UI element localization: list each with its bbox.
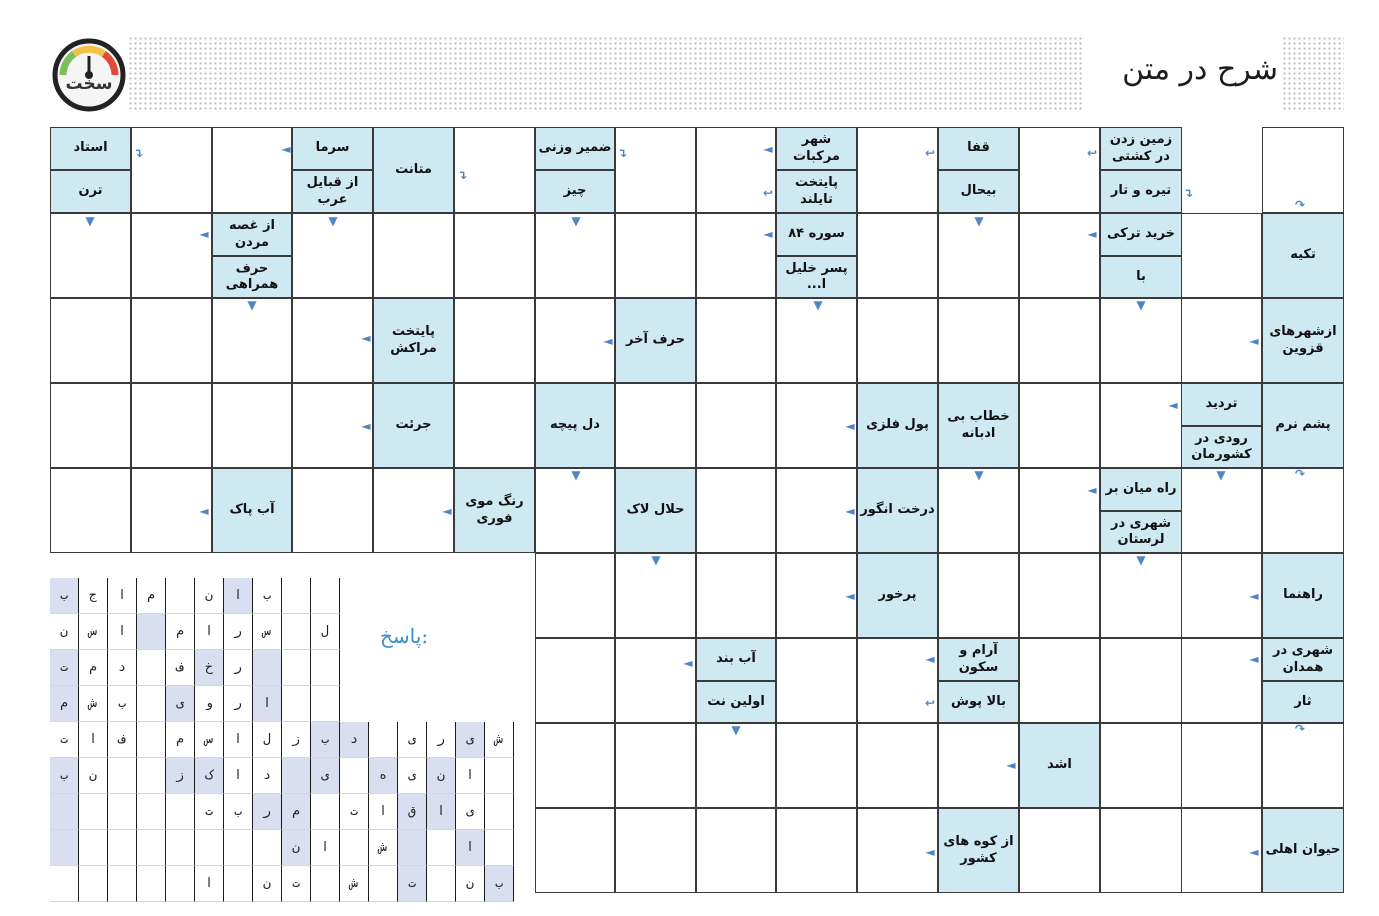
solution-cell xyxy=(137,614,166,650)
solution-cell xyxy=(282,758,311,794)
solution-cell xyxy=(369,722,398,758)
arrow-down-icon: ▼ xyxy=(731,723,741,737)
grid-cell[interactable] xyxy=(696,127,776,213)
arrow-left-icon: ◄ xyxy=(281,142,291,156)
clue-cell: جرئت xyxy=(373,383,454,468)
solution-cell xyxy=(282,578,311,614)
solution-cell: ی xyxy=(456,722,485,758)
solution-cell: م xyxy=(79,650,108,686)
grid-cell[interactable] xyxy=(615,808,696,893)
solution-cell: ر xyxy=(427,722,456,758)
clue-cell: سرما xyxy=(292,127,373,170)
clue-cell: راه میان بر xyxy=(1100,468,1182,511)
grid-cell[interactable] xyxy=(615,383,696,468)
solution-cell xyxy=(137,866,166,902)
clue-cell: از کوه های کشور xyxy=(938,808,1019,893)
clue-cell: پشم نرم xyxy=(1262,383,1344,468)
solution-cell: ق xyxy=(398,794,427,830)
clue-cell: از قبایل عرب xyxy=(292,170,373,213)
grid-cell[interactable] xyxy=(50,298,131,383)
grid-cell[interactable] xyxy=(535,723,615,808)
solution-cell xyxy=(398,830,427,866)
solution-cell: ه xyxy=(369,758,398,794)
grid-cell[interactable] xyxy=(131,298,212,383)
solution-cell xyxy=(108,830,137,866)
grid-cell[interactable] xyxy=(1019,298,1100,383)
grid-cell[interactable] xyxy=(292,468,373,553)
solution-cell: ز xyxy=(282,722,311,758)
arrow-down-icon: ▼ xyxy=(571,468,581,482)
header-dot-strip xyxy=(128,36,1083,110)
solution-cell: ی xyxy=(166,686,195,722)
solution-cell xyxy=(311,866,340,902)
clue-cell: بیحال xyxy=(938,170,1019,213)
solution-cell xyxy=(369,866,398,902)
solution-cell: س xyxy=(79,614,108,650)
clue-cell: حرف همراهی xyxy=(212,256,292,298)
solution-cell xyxy=(108,794,137,830)
solution-cell xyxy=(340,830,369,866)
solution-cell: ل xyxy=(253,722,282,758)
arrow-down-icon: ▼ xyxy=(1216,468,1226,482)
clue-cell: پایتخت تایلند xyxy=(776,170,857,213)
solution-cell xyxy=(485,758,514,794)
solution-cell: ش xyxy=(79,686,108,722)
grid-cell[interactable] xyxy=(454,213,535,298)
clue-cell: دل پیچه xyxy=(535,383,615,468)
solution-cell: ز xyxy=(166,758,195,794)
grid-cell[interactable] xyxy=(776,638,857,723)
solution-cell: ر xyxy=(253,794,282,830)
solution-cell: ب xyxy=(50,758,79,794)
grid-cell[interactable] xyxy=(1019,468,1100,553)
grid-cell[interactable] xyxy=(535,553,615,638)
arrow-down-icon: ↷ xyxy=(1294,467,1306,481)
solution-cell xyxy=(166,830,195,866)
solution-cell: ن xyxy=(50,614,79,650)
clue-cell: رودی در کشورمان xyxy=(1181,426,1262,468)
solution-cell: ل xyxy=(311,614,340,650)
solution-cell xyxy=(224,866,253,902)
clue-cell: با xyxy=(1100,256,1182,298)
solution-cell: ک xyxy=(195,758,224,794)
grid-cell[interactable] xyxy=(373,213,454,298)
solution-cell: ن xyxy=(195,578,224,614)
arrow-down-icon: ↷ xyxy=(1294,198,1306,212)
arrow-left-icon: ◄ xyxy=(603,334,613,348)
arrow-right-icon: ↴ xyxy=(616,146,628,160)
solution-cell: ب xyxy=(224,794,253,830)
solution-cell xyxy=(253,650,282,686)
solution-cell: ر xyxy=(224,650,253,686)
clue-cell: تردید xyxy=(1181,383,1262,426)
arrow-down-icon: ▼ xyxy=(651,553,661,567)
solution-cell: ا xyxy=(108,614,137,650)
solution-cell xyxy=(79,794,108,830)
solution-cell xyxy=(137,722,166,758)
grid-cell[interactable] xyxy=(1019,127,1100,213)
arrow-down-icon: ▼ xyxy=(247,298,257,312)
clue-cell: زمین زدن در کشتی xyxy=(1100,127,1182,170)
solution-cell: ت xyxy=(50,722,79,758)
grid-cell[interactable] xyxy=(535,808,615,893)
grid-cell[interactable] xyxy=(454,298,535,383)
solution-cell xyxy=(282,686,311,722)
header-dot-strip-right xyxy=(1282,36,1344,110)
solution-cell xyxy=(340,758,369,794)
clue-cell: ضمیر وزنی xyxy=(535,127,615,170)
grid-cell[interactable] xyxy=(857,723,938,808)
solution-cell: ی xyxy=(311,758,340,794)
clue-cell: آب پاک xyxy=(212,468,292,553)
arrow-down-icon: ↷ xyxy=(1294,722,1306,736)
solution-cell: و xyxy=(195,686,224,722)
solution-cell: ا xyxy=(456,830,485,866)
solution-cell: ب xyxy=(485,866,514,902)
arrow-left-icon: ◄ xyxy=(1168,398,1178,412)
solution-cell: ف xyxy=(166,650,195,686)
clue-cell: خرید ترکی xyxy=(1100,213,1182,256)
grid-cell[interactable] xyxy=(535,638,615,723)
grid-cell[interactable] xyxy=(1181,213,1262,298)
arrow-left-icon: ◄ xyxy=(763,227,773,241)
solution-cell xyxy=(166,866,195,902)
page-title: شرح در متن xyxy=(1122,52,1278,87)
clue-cell: درخت انگور xyxy=(857,468,938,553)
solution-cell: د xyxy=(253,758,282,794)
grid-cell[interactable] xyxy=(131,127,212,213)
grid-cell[interactable] xyxy=(1181,638,1262,723)
clue-cell: تکیه xyxy=(1262,213,1344,298)
arrow-left-icon: ◄ xyxy=(925,652,935,666)
grid-cell[interactable] xyxy=(1019,553,1100,638)
grid-cell[interactable] xyxy=(615,723,696,808)
solution-cell xyxy=(427,866,456,902)
clue-cell: بالا پوش xyxy=(938,681,1019,723)
arrow-down-icon: ▼ xyxy=(974,214,984,228)
clue-cell: پایتخت مراکش xyxy=(373,298,454,383)
solution-cell: ا xyxy=(224,578,253,614)
arrow-left-icon: ◄ xyxy=(1249,589,1259,603)
solution-cell xyxy=(282,614,311,650)
arrow-left-icon: ◄ xyxy=(1087,483,1097,497)
clue-cell: قفا xyxy=(938,127,1019,170)
arrow-left-icon: ◄ xyxy=(1249,652,1259,666)
grid-cell[interactable] xyxy=(696,808,776,893)
solution-cell: ا xyxy=(79,722,108,758)
solution-cell xyxy=(485,830,514,866)
arrow-down-icon: ▼ xyxy=(974,468,984,482)
solution-cell xyxy=(137,686,166,722)
solution-cell: م xyxy=(282,794,311,830)
solution-cell: ی xyxy=(456,794,485,830)
grid-cell[interactable] xyxy=(857,638,938,723)
solution-cell: ت xyxy=(340,794,369,830)
solution-cell: ر xyxy=(224,686,253,722)
solution-cell: ا xyxy=(369,794,398,830)
clue-cell: ترن xyxy=(50,170,131,213)
solution-cell: ا xyxy=(253,686,282,722)
clue-cell: از غصه مردن xyxy=(212,213,292,256)
solution-cell: م xyxy=(137,578,166,614)
solution-cell: ن xyxy=(253,866,282,902)
grid-cell[interactable] xyxy=(696,383,776,468)
grid-cell[interactable] xyxy=(776,723,857,808)
clue-cell: شهری در لرستان xyxy=(1100,511,1182,553)
arrow-down-icon: ▼ xyxy=(85,214,95,228)
arrow-left-icon: ◄ xyxy=(442,504,452,518)
arrow-left-icon: ↩ xyxy=(762,186,774,200)
arrow-right-icon: ↴ xyxy=(1182,186,1194,200)
arrow-left-icon: ↩ xyxy=(924,146,936,160)
solution-cell xyxy=(137,758,166,794)
solution-cell: ب xyxy=(311,722,340,758)
solution-cell xyxy=(137,830,166,866)
clue-cell: راهنما xyxy=(1262,553,1344,638)
arrow-right-icon: ↴ xyxy=(132,146,144,160)
clue-cell: پسر خلیل ا... xyxy=(776,256,857,298)
solution-cell xyxy=(282,650,311,686)
solution-cell: د xyxy=(108,650,137,686)
clue-cell: ازشهرهای قزوین xyxy=(1262,298,1344,383)
grid-cell[interactable] xyxy=(50,468,131,553)
arrow-left-icon: ◄ xyxy=(845,419,855,433)
arrow-left-icon: ↩ xyxy=(1086,146,1098,160)
solution-cell: ن xyxy=(79,758,108,794)
grid-cell[interactable] xyxy=(1100,808,1182,893)
solution-cell: خ xyxy=(195,650,224,686)
clue-cell: حلال لاک xyxy=(615,468,696,553)
arrow-down-icon: ▼ xyxy=(328,214,338,228)
arrow-right-icon: ↴ xyxy=(456,168,468,182)
arrow-left-icon: ◄ xyxy=(361,331,371,345)
clue-cell: اولین نت xyxy=(696,681,776,723)
solution-cell: ب xyxy=(253,578,282,614)
solution-cell xyxy=(166,578,195,614)
solution-label: پاسخ: xyxy=(380,624,429,648)
grid-cell[interactable] xyxy=(696,213,776,298)
clue-cell: خطاب بی ادبانه xyxy=(938,383,1019,468)
solution-cell: ن xyxy=(282,830,311,866)
arrow-down-icon: ▼ xyxy=(813,298,823,312)
solution-cell: ش xyxy=(340,866,369,902)
clue-cell: سوره ۸۴ xyxy=(776,213,857,256)
arrow-down-icon: ▼ xyxy=(571,214,581,228)
solution-cell xyxy=(50,830,79,866)
grid-cell[interactable] xyxy=(131,383,212,468)
grid-cell[interactable] xyxy=(938,553,1019,638)
grid-cell[interactable] xyxy=(696,298,776,383)
solution-cell: م xyxy=(166,614,195,650)
grid-cell[interactable] xyxy=(1100,383,1182,468)
arrow-down-icon: ▼ xyxy=(1136,553,1146,567)
solution-cell xyxy=(108,866,137,902)
solution-cell: ف xyxy=(108,722,137,758)
solution-cell: ا xyxy=(311,830,340,866)
arrow-left-icon: ◄ xyxy=(1249,845,1259,859)
solution-cell xyxy=(253,830,282,866)
solution-cell xyxy=(166,794,195,830)
grid-cell[interactable] xyxy=(454,383,535,468)
clue-cell: آب بند xyxy=(696,638,776,681)
solution-cell xyxy=(108,758,137,794)
solution-cell xyxy=(137,650,166,686)
solution-cell: م xyxy=(50,686,79,722)
arrow-left-icon: ◄ xyxy=(763,142,773,156)
solution-cell xyxy=(79,830,108,866)
solution-cell xyxy=(311,686,340,722)
clue-cell: پرخور xyxy=(857,553,938,638)
solution-cell xyxy=(311,794,340,830)
solution-cell xyxy=(50,866,79,902)
solution-cell xyxy=(311,650,340,686)
arrow-left-icon: ◄ xyxy=(199,227,209,241)
arrow-left-icon: ◄ xyxy=(845,504,855,518)
grid-cell[interactable] xyxy=(938,298,1019,383)
grid-cell[interactable] xyxy=(857,298,938,383)
grid-cell[interactable] xyxy=(1019,213,1100,298)
solution-cell: د xyxy=(340,722,369,758)
clue-cell: استاد xyxy=(50,127,131,170)
grid-cell[interactable] xyxy=(1181,723,1262,808)
solution-cell xyxy=(137,794,166,830)
grid-cell[interactable] xyxy=(696,553,776,638)
solution-cell: ش xyxy=(485,722,514,758)
grid-cell[interactable] xyxy=(615,127,696,213)
difficulty-label: سخت xyxy=(65,74,113,94)
solution-cell: ت xyxy=(195,794,224,830)
solution-cell xyxy=(224,830,253,866)
solution-cell xyxy=(427,830,456,866)
clue-cell: ثار xyxy=(1262,681,1344,723)
solution-cell: ا xyxy=(427,794,456,830)
arrow-left-icon: ◄ xyxy=(845,589,855,603)
arrow-left-icon: ◄ xyxy=(199,504,209,518)
solution-cell: س xyxy=(195,722,224,758)
solution-cell xyxy=(485,794,514,830)
solution-cell: ت xyxy=(398,866,427,902)
solution-cell: ا xyxy=(224,722,253,758)
clue-cell: حیوان اهلی xyxy=(1262,808,1344,893)
solution-cell: ا xyxy=(456,758,485,794)
grid-cell[interactable] xyxy=(1019,638,1100,723)
clue-cell: تیره و تار xyxy=(1100,170,1182,213)
grid-cell[interactable] xyxy=(131,213,212,298)
solution-cell: ی xyxy=(398,722,427,758)
clue-cell: اشد xyxy=(1019,723,1100,808)
clue-cell: آرام و سکون xyxy=(938,638,1019,681)
grid-cell[interactable] xyxy=(212,127,292,213)
clue-cell: حرف آخر xyxy=(615,298,696,383)
clue-cell: شهری در همدان xyxy=(1262,638,1344,681)
arrow-left-icon: ↩ xyxy=(924,696,936,710)
arrow-left-icon: ◄ xyxy=(1006,758,1016,772)
grid-cell[interactable] xyxy=(1100,638,1182,723)
grid-cell[interactable] xyxy=(776,808,857,893)
clue-cell: شهر مرکبات xyxy=(776,127,857,170)
solution-cell: ش xyxy=(369,830,398,866)
grid-cell[interactable] xyxy=(696,468,776,553)
solution-cell xyxy=(79,866,108,902)
solution-cell: ا xyxy=(224,758,253,794)
arrow-left-icon: ◄ xyxy=(925,845,935,859)
grid-cell[interactable] xyxy=(1100,723,1182,808)
grid-cell[interactable] xyxy=(1019,383,1100,468)
solution-cell: ر xyxy=(224,614,253,650)
solution-cell: ج xyxy=(79,578,108,614)
solution-cell: ت xyxy=(50,650,79,686)
grid-cell[interactable] xyxy=(615,213,696,298)
grid-cell[interactable] xyxy=(212,383,292,468)
solution-cell xyxy=(195,830,224,866)
solution-cell: ت xyxy=(282,866,311,902)
arrow-left-icon: ◄ xyxy=(1087,227,1097,241)
arrow-left-icon: ◄ xyxy=(683,656,693,670)
solution-cell xyxy=(311,578,340,614)
solution-cell: ا xyxy=(195,614,224,650)
arrow-left-icon: ◄ xyxy=(1249,334,1259,348)
clue-cell: متانت xyxy=(373,127,454,213)
solution-cell: س xyxy=(253,614,282,650)
grid-cell[interactable] xyxy=(615,638,696,723)
solution-cell: ب xyxy=(108,686,137,722)
solution-cell: ا xyxy=(195,866,224,902)
clue-cell: چیز xyxy=(535,170,615,213)
solution-cell: ب xyxy=(50,578,79,614)
clue-cell: پول فلزی xyxy=(857,383,938,468)
solution-cell: ی xyxy=(398,758,427,794)
grid-cell[interactable] xyxy=(50,383,131,468)
arrow-left-icon: ◄ xyxy=(361,419,371,433)
clue-cell: رنگ موی فوری xyxy=(454,468,535,553)
solution-cell: م xyxy=(166,722,195,758)
solution-cell: ا xyxy=(108,578,137,614)
solution-cell: ن xyxy=(427,758,456,794)
grid-cell[interactable] xyxy=(857,213,938,298)
solution-cell: ن xyxy=(456,866,485,902)
grid-cell[interactable] xyxy=(1019,808,1100,893)
grid-cell[interactable] xyxy=(857,127,938,213)
arrow-down-icon: ▼ xyxy=(1136,298,1146,312)
solution-cell xyxy=(50,794,79,830)
